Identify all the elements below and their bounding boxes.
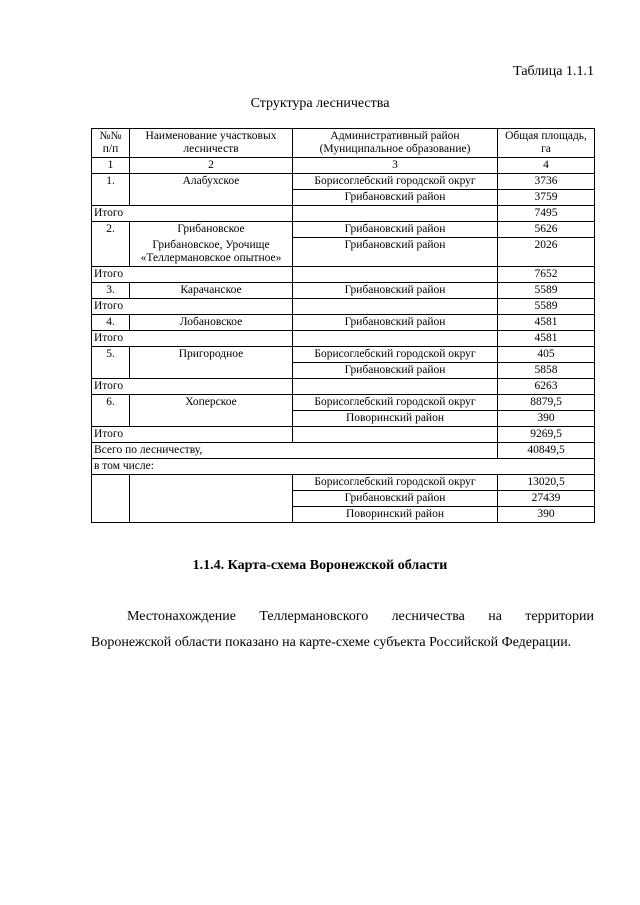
row-number: 6. [92,394,130,410]
table-row [92,282,595,298]
total-label: Итого [92,298,293,314]
total-row [92,266,595,282]
forestry-name: Хоперское [130,394,293,410]
total-row [92,298,595,314]
forestry-name: Грибановское [130,222,293,238]
district: Грибановский район [293,490,498,506]
area: 27439 [498,490,595,506]
row-number: 3. [92,282,130,298]
row-number [92,362,130,378]
row-number [92,410,130,426]
total-area: 4581 [498,330,595,346]
area: 3736 [498,174,595,190]
header-cell: Наименование участковых лесничеств [130,129,293,158]
grand-total-row [92,442,595,458]
forestry-name: Пригородное [130,346,293,362]
empty-cell [293,298,498,314]
body-paragraph: Местонахождение Теллермановского лесничества на территории Воронежской области показано на карте-схеме субъекта Российской Федерации. [91,609,594,650]
forestry-name [130,362,293,378]
district: Борисоглебский городской округ [293,174,498,190]
district: Грибановский район [293,190,498,206]
row-number: 4. [92,314,130,330]
total-label: Итого [92,378,293,394]
forestry-structure-table [91,128,595,523]
district: Борисоглебский городской округ [293,394,498,410]
district: Борисоглебский городской округ [293,346,498,362]
empty-cell [293,330,498,346]
row-number [92,490,130,506]
column-number: 3 [293,158,498,174]
note-label: в том числе: [92,458,595,474]
column-number: 1 [92,158,130,174]
area: 5626 [498,222,595,238]
forestry-name: Грибановское, Урочище «Теллермановское опытное» [130,238,293,267]
table-row [92,490,595,506]
empty-cell [293,426,498,442]
row-number: 1. [92,174,130,190]
table-row [92,346,595,362]
column-number: 2 [130,158,293,174]
forestry-name: Карачанское [130,282,293,298]
table-row [92,474,595,490]
total-area: 7495 [498,206,595,222]
area: 5589 [498,282,595,298]
note-row [92,458,595,474]
total-area: 6263 [498,378,595,394]
table-row [92,174,595,190]
table-row [92,394,595,410]
table-row [92,222,595,238]
row-number: 5. [92,346,130,362]
header-cell: Административный район (Муниципальное образование) [293,129,498,158]
district: Поворинский район [293,410,498,426]
forestry-name [130,474,293,490]
table-row [92,190,595,206]
table-row [92,362,595,378]
column-number: 4 [498,158,595,174]
total-area: 5589 [498,298,595,314]
forestry-name: Алабухское [130,174,293,190]
area: 2026 [498,238,595,267]
row-number [92,190,130,206]
district: Грибановский район [293,238,498,267]
forestry-name [130,506,293,522]
total-area: 7652 [498,266,595,282]
table-title: Структура лесничества [250,96,390,111]
total-row [92,206,595,222]
district: Грибановский район [293,362,498,378]
forestry-name [130,410,293,426]
forestry-name [130,190,293,206]
header-cell: №№ п/п [92,129,130,158]
area: 13020,5 [498,474,595,490]
total-label: Итого [92,206,293,222]
row-number [92,238,130,267]
total-area: 9269,5 [498,426,595,442]
empty-cell [293,266,498,282]
total-row [92,426,595,442]
header-cell: Общая площадь, га [498,129,595,158]
area: 3759 [498,190,595,206]
column-number-row [92,158,595,174]
district: Грибановский район [293,314,498,330]
area: 390 [498,506,595,522]
total-row [92,330,595,346]
table-label: Таблица 1.1.1 [513,64,594,79]
total-label: Итого [92,330,293,346]
area: 8879,5 [498,394,595,410]
district: Борисоглебский городской округ [293,474,498,490]
total-label: Итого [92,266,293,282]
area: 4581 [498,314,595,330]
forestry-name: Лобановское [130,314,293,330]
grand-total-label: Всего по лесничеству, [92,442,498,458]
row-number: 2. [92,222,130,238]
total-label: Итого [92,426,293,442]
table-row [92,410,595,426]
area: 390 [498,410,595,426]
row-number [92,474,130,490]
table-header-row [92,129,595,158]
district: Грибановский район [293,222,498,238]
forestry-name [130,490,293,506]
district: Поворинский район [293,506,498,522]
section-heading: 1.1.4. Карта-схема Воронежской области [192,558,448,573]
grand-total-area: 40849,5 [498,442,595,458]
table-row [92,506,595,522]
table-row [92,238,595,267]
row-number [92,506,130,522]
table-row [92,314,595,330]
area: 405 [498,346,595,362]
empty-cell [293,378,498,394]
district: Грибановский район [293,282,498,298]
empty-cell [293,206,498,222]
area: 5858 [498,362,595,378]
total-row [92,378,595,394]
